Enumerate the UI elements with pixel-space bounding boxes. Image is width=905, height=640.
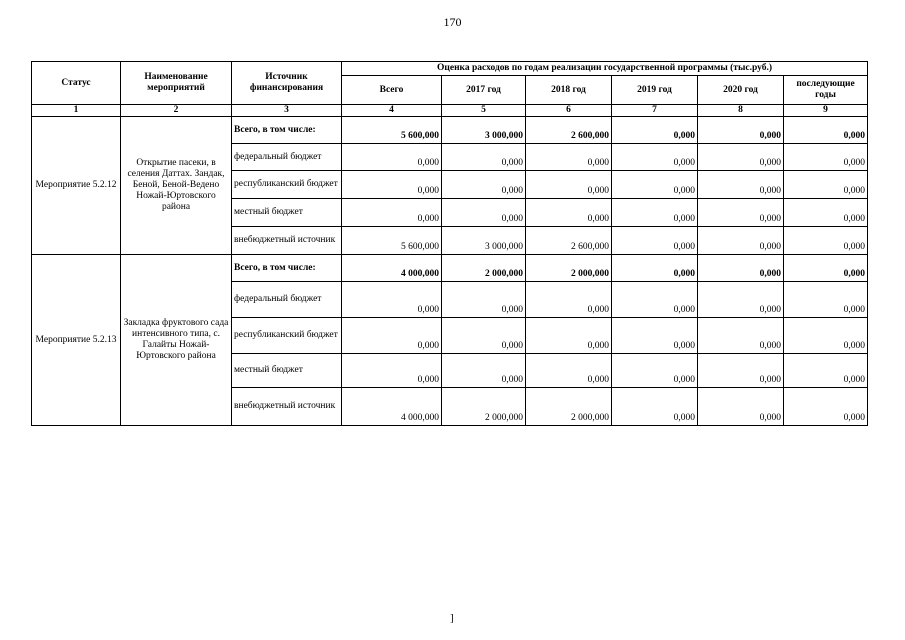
value-cell: 0,000 (784, 227, 868, 255)
value-cell: 0,000 (612, 144, 698, 171)
value-cell: 0,000 (612, 255, 698, 282)
source-cell: Всего, в том числе: (232, 255, 342, 282)
value-cell: 0,000 (784, 199, 868, 227)
page-number: 170 (443, 15, 462, 29)
status-cell: Мероприятие 5.2.12 (32, 117, 121, 255)
column-number: 9 (784, 105, 868, 117)
source-cell: республиканский бюджет (232, 318, 342, 354)
value-cell: 0,000 (612, 227, 698, 255)
column-number: 1 (32, 105, 121, 117)
value-cell: 0,000 (342, 354, 442, 388)
table-row (32, 117, 868, 144)
value-cell: 0,000 (342, 199, 442, 227)
header-source: Источник финансирования (232, 62, 342, 105)
header-estimate: Оценка расходов по годам реализации государственной программы (тыс.руб.) (342, 62, 868, 76)
value-cell: 0,000 (698, 144, 784, 171)
column-number: 8 (698, 105, 784, 117)
value-cell: 2 600,000 (526, 117, 612, 144)
source-cell: местный бюджет (232, 199, 342, 227)
source-cell: федеральный бюджет (232, 144, 342, 171)
source-cell: внебюджетный источник (232, 388, 342, 426)
value-cell: 3 000,000 (442, 227, 526, 255)
value-cell: 0,000 (526, 144, 612, 171)
value-cell: 0,000 (698, 282, 784, 318)
event-name-cell: Закладка фруктового сада интенсивного типа, с. Галайты Ножай-Юртовского района (121, 255, 232, 426)
value-cell: 0,000 (784, 144, 868, 171)
value-cell: 0,000 (526, 318, 612, 354)
value-cell: 0,000 (526, 171, 612, 199)
value-cell: 0,000 (698, 255, 784, 282)
column-number: 6 (526, 105, 612, 117)
event-name-cell: Открытие пасеки, в селения Даттах. Зандак, Беной, Беной-Ведено Ножай-Юртовского района (121, 117, 232, 255)
value-cell: 0,000 (784, 354, 868, 388)
column-number: 3 (232, 105, 342, 117)
table-row (32, 255, 868, 282)
value-cell: 0,000 (526, 282, 612, 318)
source-cell: республиканский бюджет (232, 171, 342, 199)
header-year-2020: 2020 год (698, 76, 784, 105)
value-cell: 0,000 (442, 144, 526, 171)
budget-table (31, 61, 868, 426)
value-cell: 0,000 (442, 282, 526, 318)
header-name: Наименование мероприятий (121, 62, 232, 105)
value-cell: 2 000,000 (526, 388, 612, 426)
value-cell: 3 000,000 (442, 117, 526, 144)
value-cell: 0,000 (698, 354, 784, 388)
value-cell: 0,000 (612, 282, 698, 318)
value-cell: 0,000 (784, 117, 868, 144)
value-cell: 0,000 (442, 199, 526, 227)
value-cell: 0,000 (342, 144, 442, 171)
source-cell: местный бюджет (232, 354, 342, 388)
value-cell: 0,000 (342, 171, 442, 199)
value-cell: 0,000 (612, 199, 698, 227)
value-cell: 4 000,000 (342, 388, 442, 426)
source-cell: Всего, в том числе: (232, 117, 342, 144)
status-cell: Мероприятие 5.2.13 (32, 255, 121, 426)
value-cell: 0,000 (612, 171, 698, 199)
value-cell: 0,000 (442, 318, 526, 354)
value-cell: 0,000 (698, 117, 784, 144)
header-year-total: Всего (342, 76, 442, 105)
value-cell: 5 600,000 (342, 227, 442, 255)
value-cell: 0,000 (784, 388, 868, 426)
footer-mark: ] (450, 612, 454, 624)
value-cell: 0,000 (784, 282, 868, 318)
column-number: 5 (442, 105, 526, 117)
value-cell: 2 000,000 (442, 255, 526, 282)
value-cell: 0,000 (698, 388, 784, 426)
value-cell: 0,000 (342, 318, 442, 354)
value-cell: 2 600,000 (526, 227, 612, 255)
value-cell: 0,000 (342, 282, 442, 318)
value-cell: 2 000,000 (442, 388, 526, 426)
value-cell: 0,000 (784, 318, 868, 354)
value-cell: 0,000 (612, 354, 698, 388)
column-number-row (32, 105, 868, 117)
source-cell: федеральный бюджет (232, 282, 342, 318)
value-cell: 0,000 (612, 117, 698, 144)
value-cell: 0,000 (612, 388, 698, 426)
header-year-2017: 2017 год (442, 76, 526, 105)
source-cell: внебюджетный источник (232, 227, 342, 255)
value-cell: 0,000 (784, 171, 868, 199)
value-cell: 0,000 (698, 171, 784, 199)
value-cell: 2 000,000 (526, 255, 612, 282)
header-year-later: последующие годы (784, 76, 868, 105)
column-number: 7 (612, 105, 698, 117)
header-year-2018: 2018 год (526, 76, 612, 105)
value-cell: 5 600,000 (342, 117, 442, 144)
value-cell: 0,000 (698, 318, 784, 354)
value-cell: 0,000 (784, 255, 868, 282)
column-number: 4 (342, 105, 442, 117)
column-number: 2 (121, 105, 232, 117)
header-status: Статус (32, 62, 121, 105)
header-year-2019: 2019 год (612, 76, 698, 105)
value-cell: 0,000 (442, 354, 526, 388)
value-cell: 0,000 (612, 318, 698, 354)
value-cell: 0,000 (698, 199, 784, 227)
value-cell: 4 000,000 (342, 255, 442, 282)
value-cell: 0,000 (698, 227, 784, 255)
value-cell: 0,000 (442, 171, 526, 199)
value-cell: 0,000 (526, 354, 612, 388)
value-cell: 0,000 (526, 199, 612, 227)
